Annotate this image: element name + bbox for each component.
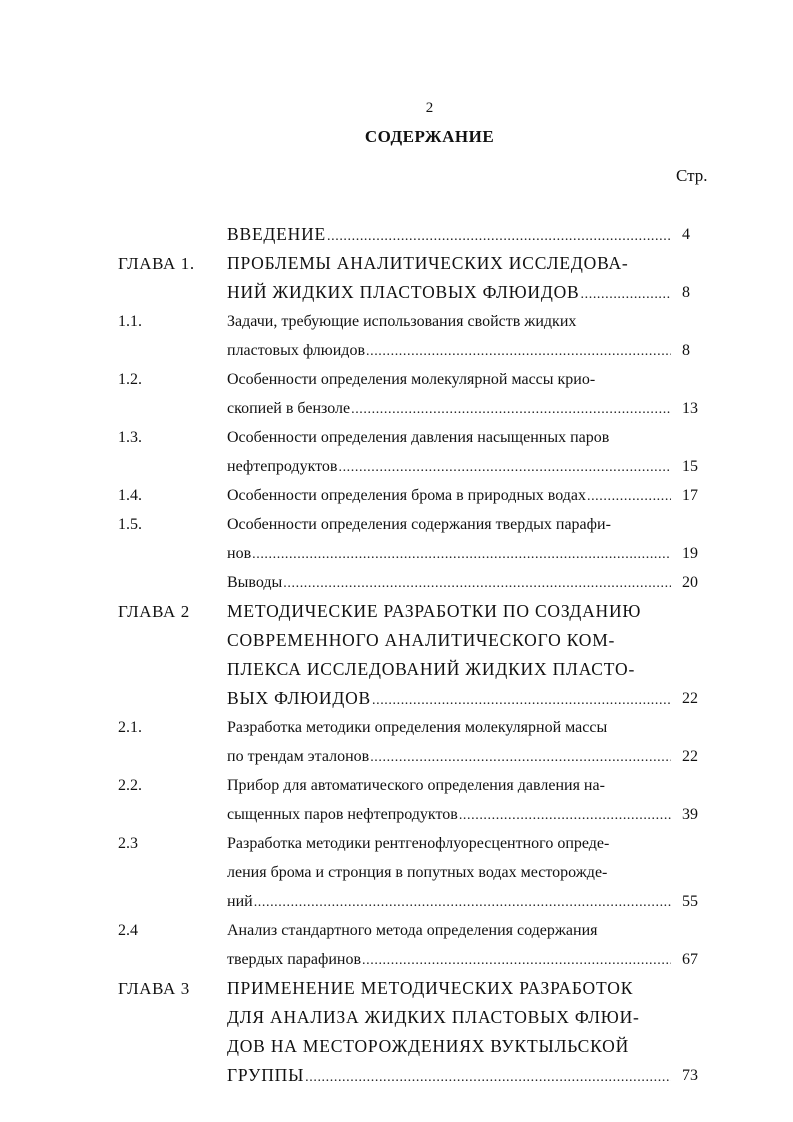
dot-leader bbox=[366, 337, 671, 366]
toc-entry-number: ГЛАВА 3 bbox=[118, 979, 190, 998]
dot-leader bbox=[372, 686, 671, 715]
toc-entry-number: 1.5. bbox=[118, 516, 142, 533]
toc-entry-page: 20 bbox=[682, 574, 698, 591]
toc-entry-line: ДЛЯ АНАЛИЗА ЖИДКИХ ПЛАСТОВЫХ ФЛЮИ- bbox=[227, 1007, 640, 1027]
toc-entry-line: Задачи, требующие использования свойств жидких bbox=[227, 313, 577, 330]
toc-entry-page: 22 bbox=[682, 748, 698, 765]
toc-entry-line: НИЙ ЖИДКИХ ПЛАСТОВЫХ ФЛЮИДОВ ..... bbox=[227, 278, 675, 307]
dot-leader bbox=[283, 569, 671, 598]
toc-entry-line: скопией в бензоле ..... bbox=[227, 394, 675, 423]
toc-entry-line: ПЛЕКСА ИССЛЕДОВАНИЙ ЖИДКИХ ПЛАСТО- bbox=[227, 659, 636, 679]
toc-entry-number: 1.1. bbox=[118, 313, 142, 330]
toc-entry-page: 19 bbox=[682, 545, 698, 562]
toc-entry-line: ДОВ НА МЕСТОРОЖДЕНИЯХ ВУКТЫЛЬСКОЙ bbox=[227, 1036, 630, 1056]
toc-entry-line: Особенности определения молекулярной массы крио- bbox=[227, 371, 596, 388]
toc-entry-line: ний ..... bbox=[227, 887, 675, 916]
dot-leader bbox=[254, 888, 671, 917]
toc-entry-page: 4 bbox=[682, 226, 690, 243]
toc-entry-line: нефтепродуктов ..... bbox=[227, 452, 675, 481]
dot-leader bbox=[581, 280, 671, 309]
toc-entry-number: 2.4 bbox=[118, 922, 138, 939]
dot-leader bbox=[459, 801, 671, 830]
toc-entry-number: 2.3 bbox=[118, 835, 138, 852]
toc-entry-line: ления брома и стронция в попутных водах месторожде- bbox=[227, 864, 608, 881]
toc-entry-number: ГЛАВА 1. bbox=[118, 254, 195, 273]
page-column-header: Стр. bbox=[676, 166, 708, 185]
toc-entry-number: 2.1. bbox=[118, 719, 142, 736]
toc-entry-line: Особенности определения брома в природных водах ..... bbox=[227, 481, 675, 510]
toc-entry-line: нов ..... bbox=[227, 539, 675, 568]
toc-entry-number: 1.2. bbox=[118, 371, 142, 388]
dot-leader bbox=[327, 222, 671, 251]
dot-leader bbox=[587, 482, 671, 511]
dot-leader bbox=[351, 395, 671, 424]
toc-entry-number: 2.2. bbox=[118, 777, 142, 794]
toc-entry-line: твердых парафинов ..... bbox=[227, 945, 675, 974]
toc-entry-line: ГРУППЫ ..... bbox=[227, 1061, 675, 1090]
dot-leader bbox=[362, 946, 671, 975]
dot-leader bbox=[305, 1063, 671, 1092]
toc-entry-page: 67 bbox=[682, 951, 698, 968]
toc-entry-line: сыщенных паров нефтепродуктов ..... bbox=[227, 800, 675, 829]
toc-entry-page: 13 bbox=[682, 400, 698, 417]
toc-entry-page: 15 bbox=[682, 458, 698, 475]
toc-entry-line: Выводы ..... bbox=[227, 568, 675, 597]
toc-entry-line: СОВРЕМЕННОГО АНАЛИТИЧЕСКОГО КОМ- bbox=[227, 630, 616, 650]
page-title: СОДЕРЖАНИЕ bbox=[364, 127, 495, 146]
dot-leader bbox=[338, 453, 671, 482]
page-number: 2 bbox=[425, 100, 434, 116]
toc-entry-line: по трендам эталонов ..... bbox=[227, 742, 675, 771]
dot-leader bbox=[370, 743, 671, 772]
toc-entry-line: Особенности определения содержания твердых парафи- bbox=[227, 516, 611, 533]
toc-entry-number: 1.4. bbox=[118, 487, 142, 504]
toc-entry-line: Особенности определения давления насыщенных паров bbox=[227, 429, 610, 446]
toc-entry-line: ПРИМЕНЕНИЕ МЕТОДИЧЕСКИХ РАЗРАБОТОК bbox=[227, 978, 634, 998]
toc-entry-number: ГЛАВА 2 bbox=[118, 602, 190, 621]
toc-entry-line: ВЫХ ФЛЮИДОВ ..... bbox=[227, 684, 675, 713]
toc-entry-page: 22 bbox=[682, 690, 698, 707]
dot-leader bbox=[252, 540, 671, 569]
toc-entry-line: Разработка методики рентгенофлуоресцентного опреде- bbox=[227, 835, 610, 852]
toc-entry-line: МЕТОДИЧЕСКИЕ РАЗРАБОТКИ ПО СОЗДАНИЮ bbox=[227, 601, 642, 621]
toc-entry-page: 8 bbox=[682, 284, 690, 301]
toc-entry-page: 17 bbox=[682, 487, 698, 504]
toc-entry-line: ПРОБЛЕМЫ АНАЛИТИЧЕСКИХ ИССЛЕДОВА- bbox=[227, 253, 629, 273]
toc-entry-page: 39 bbox=[682, 806, 698, 823]
toc-entry-line: Разработка методики определения молекулярной массы bbox=[227, 719, 608, 736]
toc-entry-line: ВВЕДЕНИЕ ..... bbox=[227, 220, 675, 249]
toc-entry-page: 73 bbox=[682, 1067, 698, 1084]
toc-entry-page: 8 bbox=[682, 342, 690, 359]
toc-entry-line: Анализ стандартного метода определения содержания bbox=[227, 922, 598, 939]
toc-entry-number: 1.3. bbox=[118, 429, 142, 446]
toc-entry-line: Прибор для автоматического определения давления на- bbox=[227, 777, 605, 794]
toc-entry-page: 55 bbox=[682, 893, 698, 910]
toc-entry-line: пластовых флюидов ..... bbox=[227, 336, 675, 365]
